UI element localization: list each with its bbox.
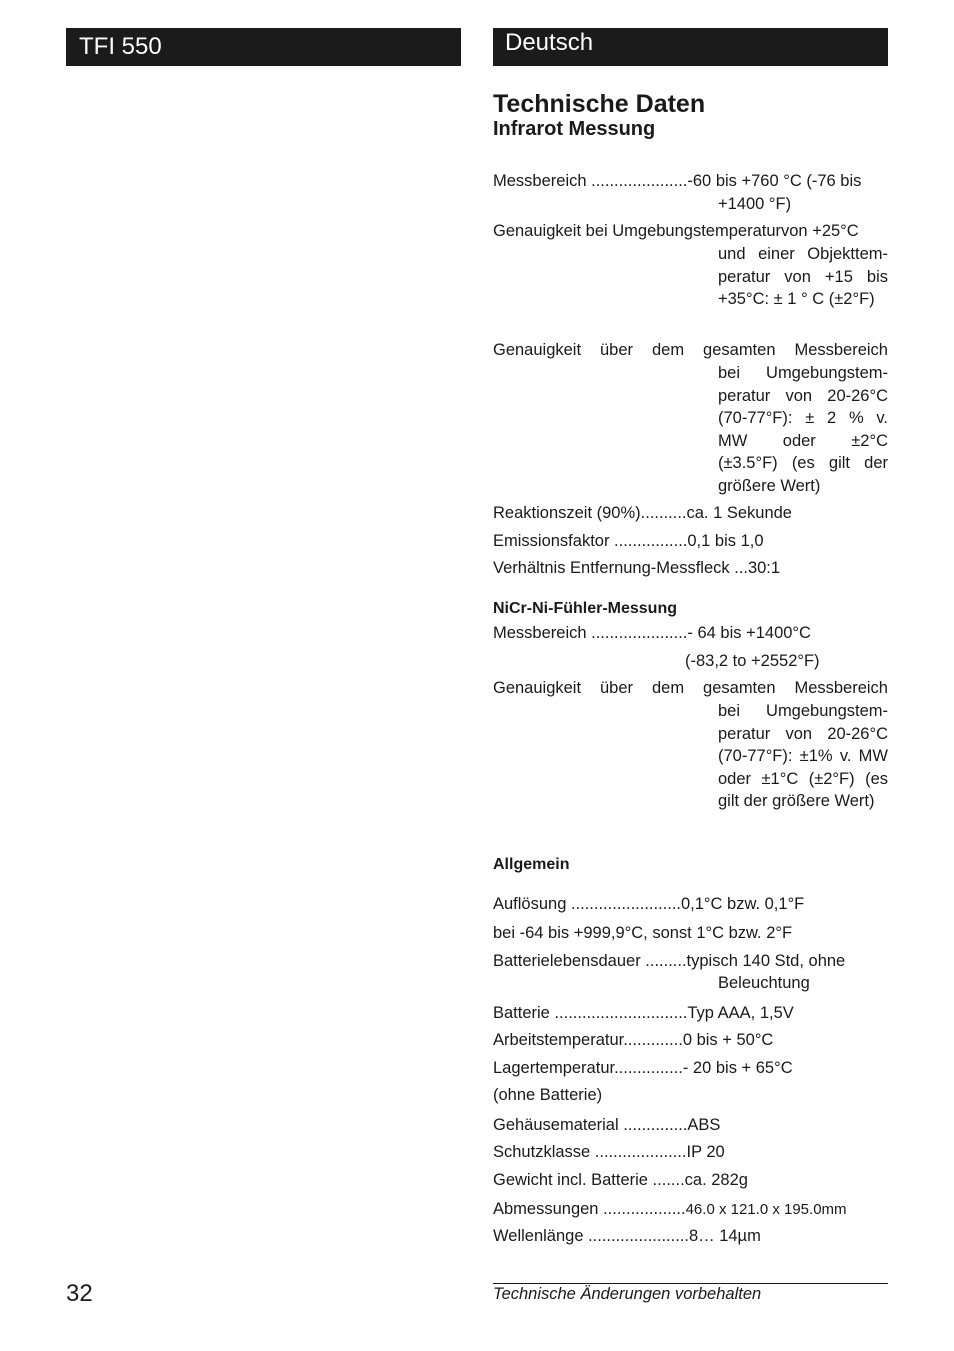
spec-messbereich-nicr-cont: (-83,2 to +2552°F) <box>685 652 820 670</box>
spec-abmessungen <box>493 1198 888 1222</box>
spec-genauigkeit-gesamt-nicr-cont: bei Umgebungstem-peratur von 20-26°C (70-77°F): ±1% v. MW oder ±1°C (±2°F) (es gilt der größere Wert) <box>718 702 888 810</box>
spec-emissionsfaktor: Emissionsfaktor ................0,1 bis 1,0 <box>493 532 764 550</box>
spec-messbereich-nicr: Messbereich .....................- 64 bis +1400°C <box>493 624 811 642</box>
spec-messbereich-ir-cont: +1400 °F) <box>718 195 792 213</box>
spec-batterie: Batterie .............................Typ AAA, 1,5V <box>493 1004 794 1022</box>
spec-abmessungen-value: 46.0 x 121.0 x 195.0mm <box>685 1201 847 1218</box>
spec-genauigkeit-gesamt-nicr: Genauigkeit über dem gesamten Messbereich <box>493 679 888 697</box>
header-right-title: Deutsch <box>493 28 888 66</box>
spec-batterielebensdauer: Batterielebensdauer .........typisch 140 Std, ohne <box>493 952 846 970</box>
spec-genauigkeit-umgebung-cont: und einer Objekttem-peratur von +15 bis +35°C: ± 1 ° C (±2°F) <box>718 245 888 308</box>
spec-verhaeltnis: Verhältnis Entfernung-Messfleck ...30:1 <box>493 559 781 577</box>
spec-lagertemperatur: Lagertemperatur...............- 20 bis + 65°C <box>493 1059 793 1077</box>
spec-arbeitstemperatur: Arbeitstemperatur.............0 bis + 50°C <box>493 1031 774 1049</box>
spec-genauigkeit-gesamt-ir: Genauigkeit über dem gesamten Messbereich <box>493 341 888 359</box>
section-title-infrarot: Infrarot Messung <box>493 118 656 140</box>
section-title-allgemein: Allgemein <box>493 856 570 873</box>
section-title-nicr: NiCr-Ni-Fühler-Messung <box>493 600 677 617</box>
spec-lagertemperatur-cont: (ohne Batterie) <box>493 1086 603 1104</box>
spec-batterielebensdauer-cont: Beleuchtung <box>718 974 810 992</box>
spec-abmessungen-label: Abmessungen .................. <box>493 1200 686 1218</box>
spec-gehaeusematerial: Gehäusematerial ..............ABS <box>493 1116 721 1134</box>
spec-aufloesung: Auflösung ........................0,1°C bzw. 0,1°F <box>493 895 805 913</box>
spec-messbereich-ir: Messbereich .....................-60 bis +760 °C (-76 bis <box>493 172 862 190</box>
footer-divider <box>493 1283 888 1284</box>
spec-genauigkeit-umgebung: Genauigkeit bei Umgebungstemperaturvon +25°C <box>493 222 859 240</box>
spec-wellenlaenge: Wellenlänge ......................8… 14µm <box>493 1227 761 1245</box>
spec-schutzklasse: Schutzklasse ....................IP 20 <box>493 1143 725 1161</box>
spec-reaktionszeit: Reaktionszeit (90%)..........ca. 1 Sekunde <box>493 504 792 522</box>
spec-genauigkeit-gesamt-ir-cont: bei Umgebungstem-peratur von 20-26°C (70-77°F): ± 2 % v. MW oder ±2°C (±3.5°F) (es gilt der größere Wert) <box>718 364 888 495</box>
footer-note: Technische Änderungen vorbehalten <box>493 1285 762 1303</box>
page-number: 32 <box>66 1280 93 1307</box>
spec-aufloesung-cont: bei -64 bis +999,9°C, sonst 1°C bzw. 2°F <box>493 924 793 942</box>
spec-gewicht: Gewicht incl. Batterie .......ca. 282g <box>493 1171 748 1189</box>
header-left-title: TFI 550 <box>66 28 461 66</box>
page-title: Technische Daten <box>493 90 706 118</box>
